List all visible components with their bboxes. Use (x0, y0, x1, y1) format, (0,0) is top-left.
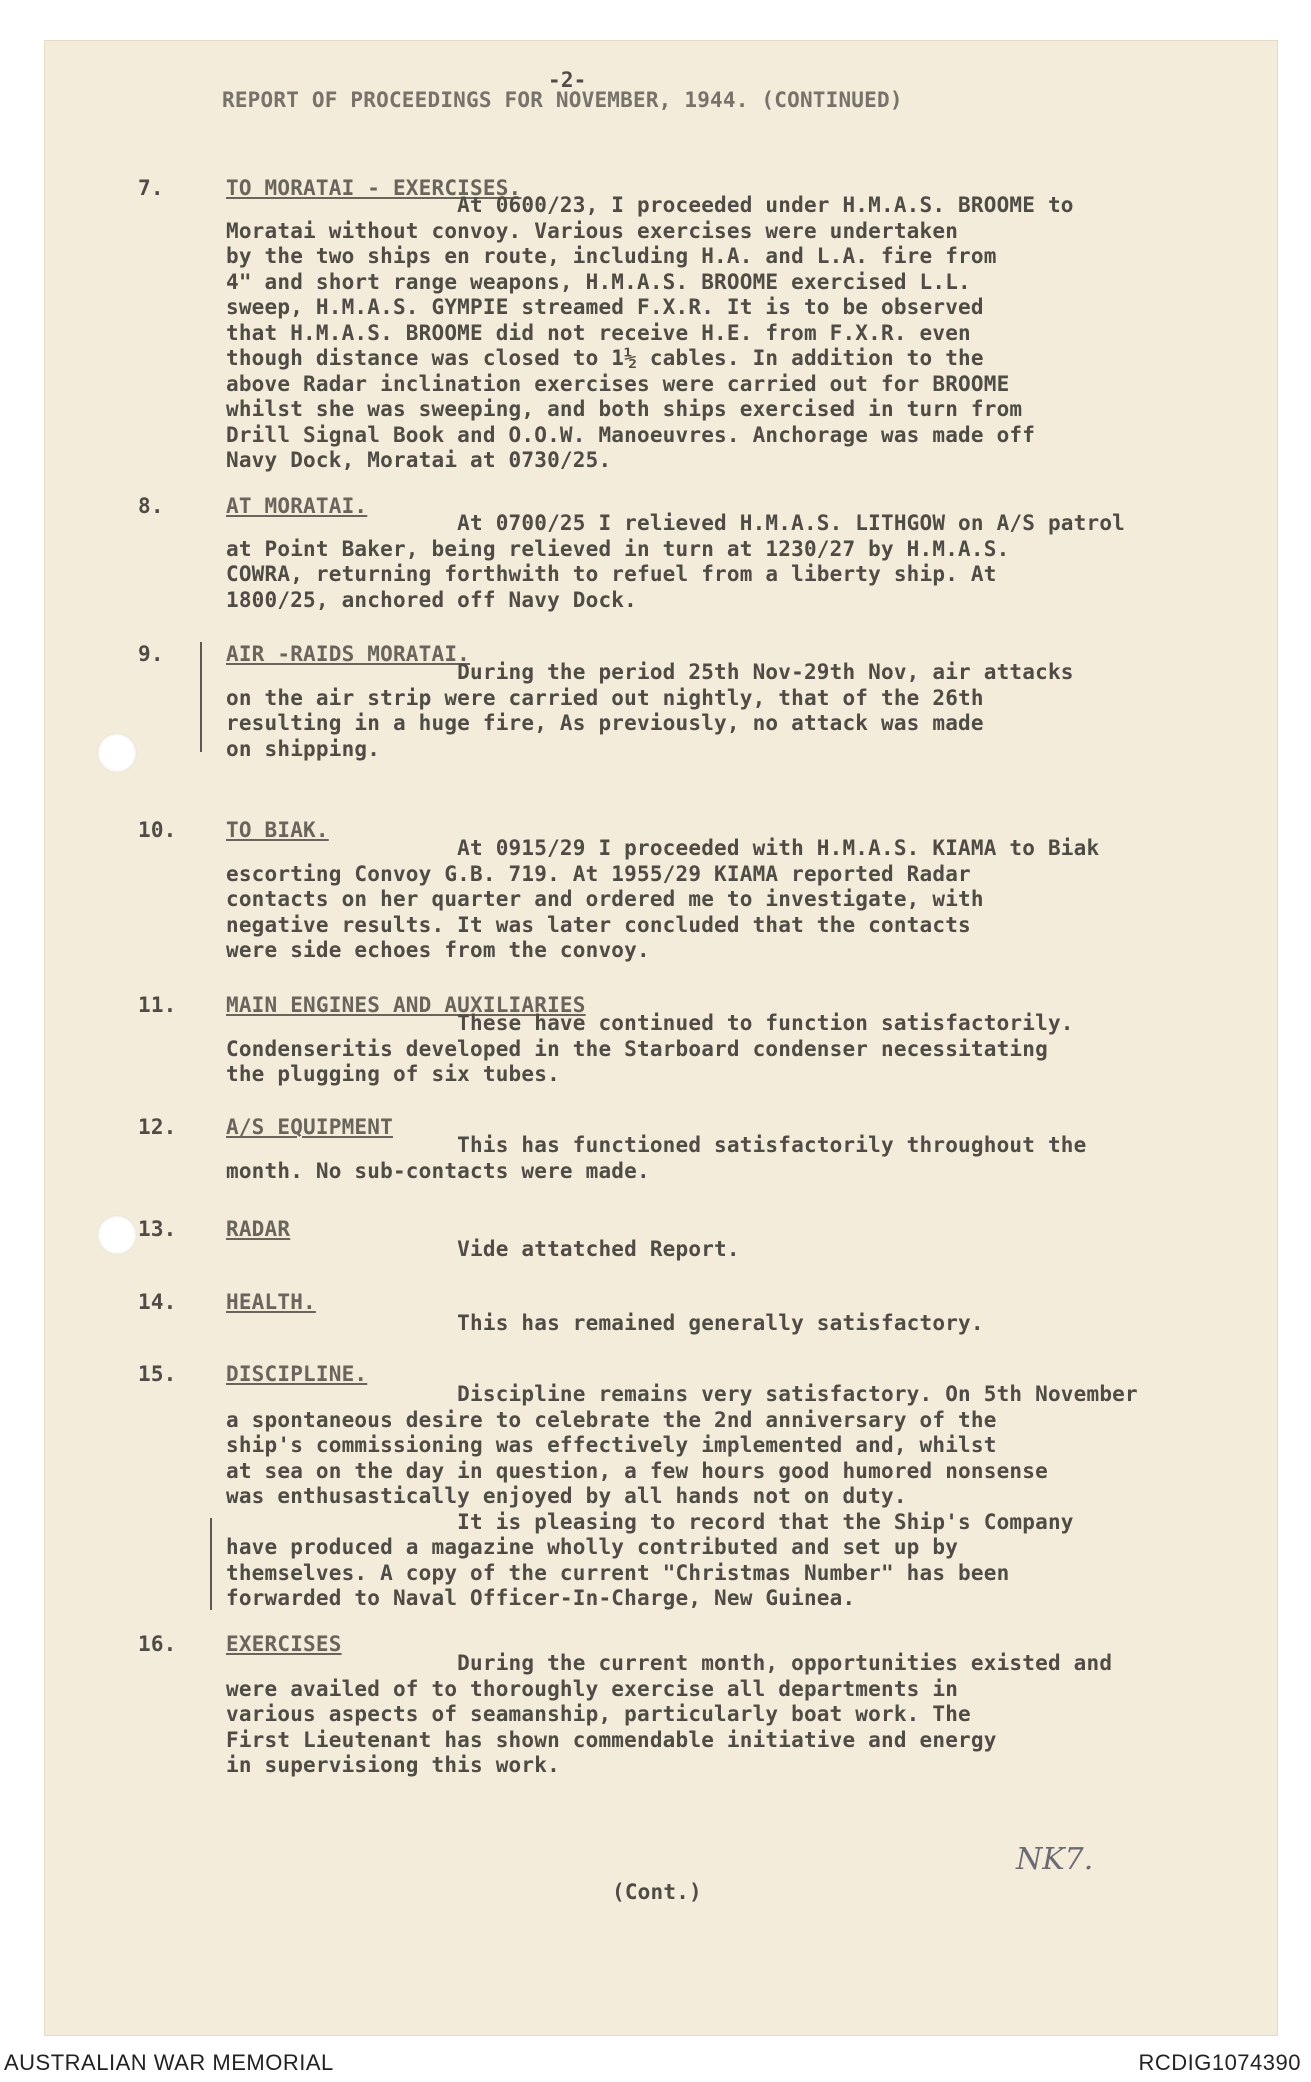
institution-credit: AUSTRALIAN WAR MEMORIAL (4, 2050, 334, 2075)
section-title: MAIN ENGINES AND AUXILIARIES (226, 993, 586, 1017)
section-title: EXERCISES (226, 1632, 342, 1656)
section-body: This has remained generally satisfactory. (226, 1311, 984, 1335)
punch-hole-upper (97, 733, 137, 773)
section-title: DISCIPLINE. (226, 1362, 368, 1386)
section-number: 15. (138, 1362, 177, 1386)
continuation-note: (Cont.) (612, 1880, 702, 1904)
punch-hole-lower (97, 1215, 137, 1255)
section-body: At 0600/23, I proceeded under H.M.A.S. BROOME to Moratai without convoy. Various exercises were undertaken by the two ships en route, including H.A. and L.A. fire from 4" and short range weapons, H.M.A.S. BROOME exercised L.L. sweep, H.M.A.S. GYMPIE streamed F.X.R. It is to be observed that H.M.A.S. BROOME did not receive H.E. from F.X.R. even though distance was closed to 1½ cables. In addition to the above Radar inclination exercises were carried out for BROOME whilst she was sweeping, and both ships exercised in turn from Drill Signal Book and O.O.W. Manoeuvres. Anchorage was made off Navy Dock, Moratai at 0730/25. (226, 193, 1074, 472)
section-body: During the current month, opportunities existed and were availed of to thoroughly exercise all departments in various aspects of seamanship, particularly boat work. The First Lieutenant has shown commendable initiative and energy in supervisiong this work. (226, 1651, 1113, 1777)
section-title: TO MORATAI - EXERCISES. (226, 176, 522, 200)
section-title: AIR -RAIDS MORATAI. (226, 642, 471, 666)
section-body: Vide attatched Report. (226, 1237, 740, 1261)
margin-pencil-mark (200, 642, 202, 752)
section-number: 8. (138, 494, 164, 518)
margin-pencil-mark (210, 1518, 212, 1610)
section-number: 9. (138, 642, 164, 666)
page-number: -2- (548, 68, 587, 92)
section-number: 14. (138, 1290, 177, 1314)
section-body: Discipline remains very satisfactory. On 5th November a spontaneous desire to celebrate the 2nd anniversary of the ship's commissioning was effectively implemented and, whilst at sea on the day in question, a few hours good humored nonsense was enthusastically enjoyed by all hands not on duty. It is pleasing to record that the Ship's Company have produced a magazine wholly contributed and set up by themselves. A copy of the current "Christmas Number" has been forwarded to Naval Officer-In-Charge, New Guinea. (226, 1382, 1138, 1610)
section-body: At 0915/29 I proceeded with H.M.A.S. KIAMA to Biak escorting Convoy G.B. 719. At 1955/29 KIAMA reported Radar contacts on her quarter and ordered me to investigate, with negative results. It was later concluded that the contacts were side echoes from the convoy. (226, 836, 1100, 962)
section-number: 11. (138, 993, 177, 1017)
section-number: 13. (138, 1217, 177, 1241)
archive-reference: RCDIG1074390 (1138, 2050, 1301, 2075)
section-title: A/S EQUIPMENT (226, 1115, 393, 1139)
handwritten-initials: NK7. (1016, 1842, 1094, 1877)
section-title: HEALTH. (226, 1290, 316, 1314)
section-title: AT MORATAI. (226, 494, 368, 518)
section-body: This has functioned satisfactorily throughout the month. No sub-contacts were made. (226, 1133, 1087, 1183)
section-number: 7. (138, 176, 164, 200)
section-title: RADAR (226, 1217, 291, 1241)
section-number: 16. (138, 1632, 177, 1656)
report-title: REPORT OF PROCEEDINGS FOR NOVEMBER, 1944. (CONTINUED) (222, 88, 903, 112)
section-body: These have continued to function satisfactorily. Condenseritis developed in the Starboard condenser necessitating the plugging of six tubes. (226, 1011, 1074, 1086)
section-title: TO BIAK. (226, 818, 329, 842)
section-body: At 0700/25 I relieved H.M.A.S. LITHGOW on A/S patrol at Point Baker, being relieved in turn at 1230/27 by H.M.A.S. COWRA, returning forthwith to refuel from a liberty ship. At 1800/25, anchored off Navy Dock. (226, 511, 1126, 612)
section-body: During the period 25th Nov-29th Nov, air attacks on the air strip were carried out nightly, that of the 26th resulting in a huge fire, As previously, no attack was made on shipping. (226, 660, 1074, 761)
section-number: 10. (138, 818, 177, 842)
section-number: 12. (138, 1115, 177, 1139)
